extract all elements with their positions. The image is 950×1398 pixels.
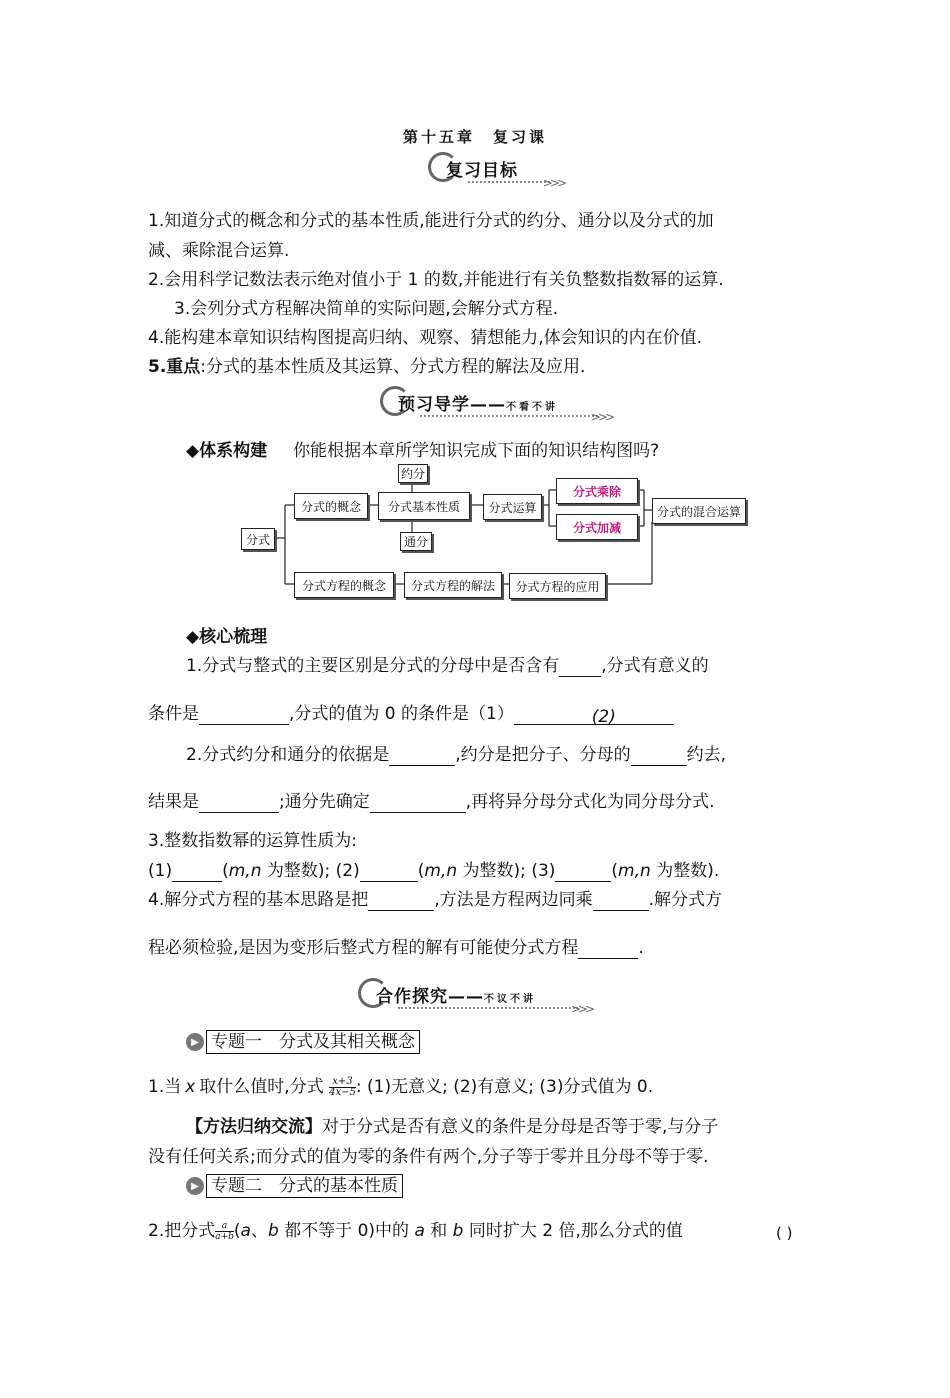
method-label: 【方法归纳交流】 (186, 1117, 322, 1137)
chevrons-icon: >>> (570, 1002, 592, 1016)
chevrons-icon: >>> (590, 410, 612, 424)
node-eq-solve: 分式方程的解法 (404, 572, 502, 598)
node-operation: 分式运算 (483, 494, 542, 520)
core-label: ◆核心梳理 (186, 627, 268, 647)
fraction-a-over-ab: $\frac{a}{a+b}$ (215, 1220, 234, 1242)
node-eq-concept: 分式方程的概念 (294, 572, 394, 598)
system-question: 你能根据本章所学知识完成下面的知识结构图吗? (293, 441, 660, 461)
node-concept: 分式的概念 (294, 493, 368, 519)
node-add-sub: 分式加减 (556, 514, 638, 540)
section-banner-goals: 复习目标 >>> (428, 152, 564, 186)
page-title: 第十五章 复习课 (402, 128, 547, 146)
node-yuefen: 约分 (398, 464, 428, 483)
section-banner-coop: 合作探究——不议不讲 >>> (358, 978, 592, 1012)
core-q1-line2: 条件是 ,分式的值为 0 的条件是（1） (2) (148, 703, 674, 725)
node-eq-apply: 分式方程的应用 (509, 573, 606, 599)
core-q3-line2: (1) (m,n 为整数); (2) (m,n 为整数); (3) (m,n 为整数). (148, 861, 720, 881)
goal-1b: 减、乘除混合运算. (148, 241, 290, 261)
goal-4: 4.能构建本章知识结构图提高归纳、观察、猜想能力,体会知识的内在价值. (148, 328, 703, 348)
core-q1-line1: 1.分式与整式的主要区别是分式的分母中是否含有 ,分式有意义的 (186, 656, 709, 676)
goal-2: 2.会用科学记数法表示绝对值小于 1 的数,并能进行有关负整数指数幂的运算. (148, 270, 724, 290)
core-q3-line1: 3.整数指数幂的运算性质为: (148, 831, 357, 851)
node-mul-div: 分式乘除 (556, 478, 638, 504)
node-fenshi: 分式 (241, 528, 275, 550)
goal-5: 5.重点:分式的基本性质及其运算、分式方程的解法及应用. (148, 357, 586, 377)
topic-2-question: 2.把分式 $\frac{a}{a+b}$ (a、b 都不等于 0)中的 a 和 b 同时扩大 2 倍,那么分式的值 (148, 1220, 683, 1242)
core-q4-line2: 程必须检验,是因为变形后整式方程的解有可能使分式方程 . (148, 938, 644, 958)
play-arrow-icon: ▶ (186, 1177, 204, 1195)
core-q2-line2: 结果是 ;通分先确定 ,再将异分母分式化为同分母分式. (148, 792, 715, 812)
knowledge-diagram (238, 462, 778, 604)
core-q2-line1: 2.分式约分和通分的依据是 ,约分是把分子、分母的 约去, (186, 745, 727, 765)
node-mixed: 分式的混合运算 (652, 498, 746, 524)
section-banner-preview: 预习导学——不看不讲 >>> (380, 386, 612, 420)
answer-paren: ( ) (776, 1224, 793, 1242)
core-q4-line1: 4.解分式方程的基本思路是把 ,方法是方程两边同乘 .解分式方 (148, 890, 723, 910)
play-arrow-icon: ▶ (186, 1033, 204, 1051)
system-line (186, 440, 659, 462)
system-label: ◆体系构建 (186, 441, 268, 461)
method-line2: 没有任何关系;而分式的值为零的条件有两个,分子等于零并且分母不等于零. (148, 1147, 709, 1167)
topic-2-header: ▶ 专题二 分式的基本性质 (186, 1173, 403, 1199)
chevrons-icon: >>> (542, 176, 564, 190)
node-tongfen: 通分 (400, 532, 432, 551)
goal-3: 3.会列分式方程解决简单的实际问题,会解分式方程. (174, 299, 559, 319)
fraction-x3-over-4x5: $\frac{x+3}{4x-5}$ (329, 1075, 356, 1098)
topic-1-header: ▶ 专题一 分式及其相关概念 (186, 1029, 420, 1055)
method-line1: 【方法归纳交流】对于分式是否有意义的条件是分母是否等于零,与分子 (186, 1117, 719, 1137)
node-basic-property: 分式基本性质 (378, 492, 470, 520)
topic-1-question: 1.当 x 取什么值时,分式 $\frac{x+3}{4x-5}$ : (1)无意义; (2)有意义; (3)分式值为 0. (148, 1075, 654, 1098)
goal-1a: 1.知道分式的概念和分式的基本性质,能进行分式的约分、通分以及分式的加 (148, 211, 714, 231)
